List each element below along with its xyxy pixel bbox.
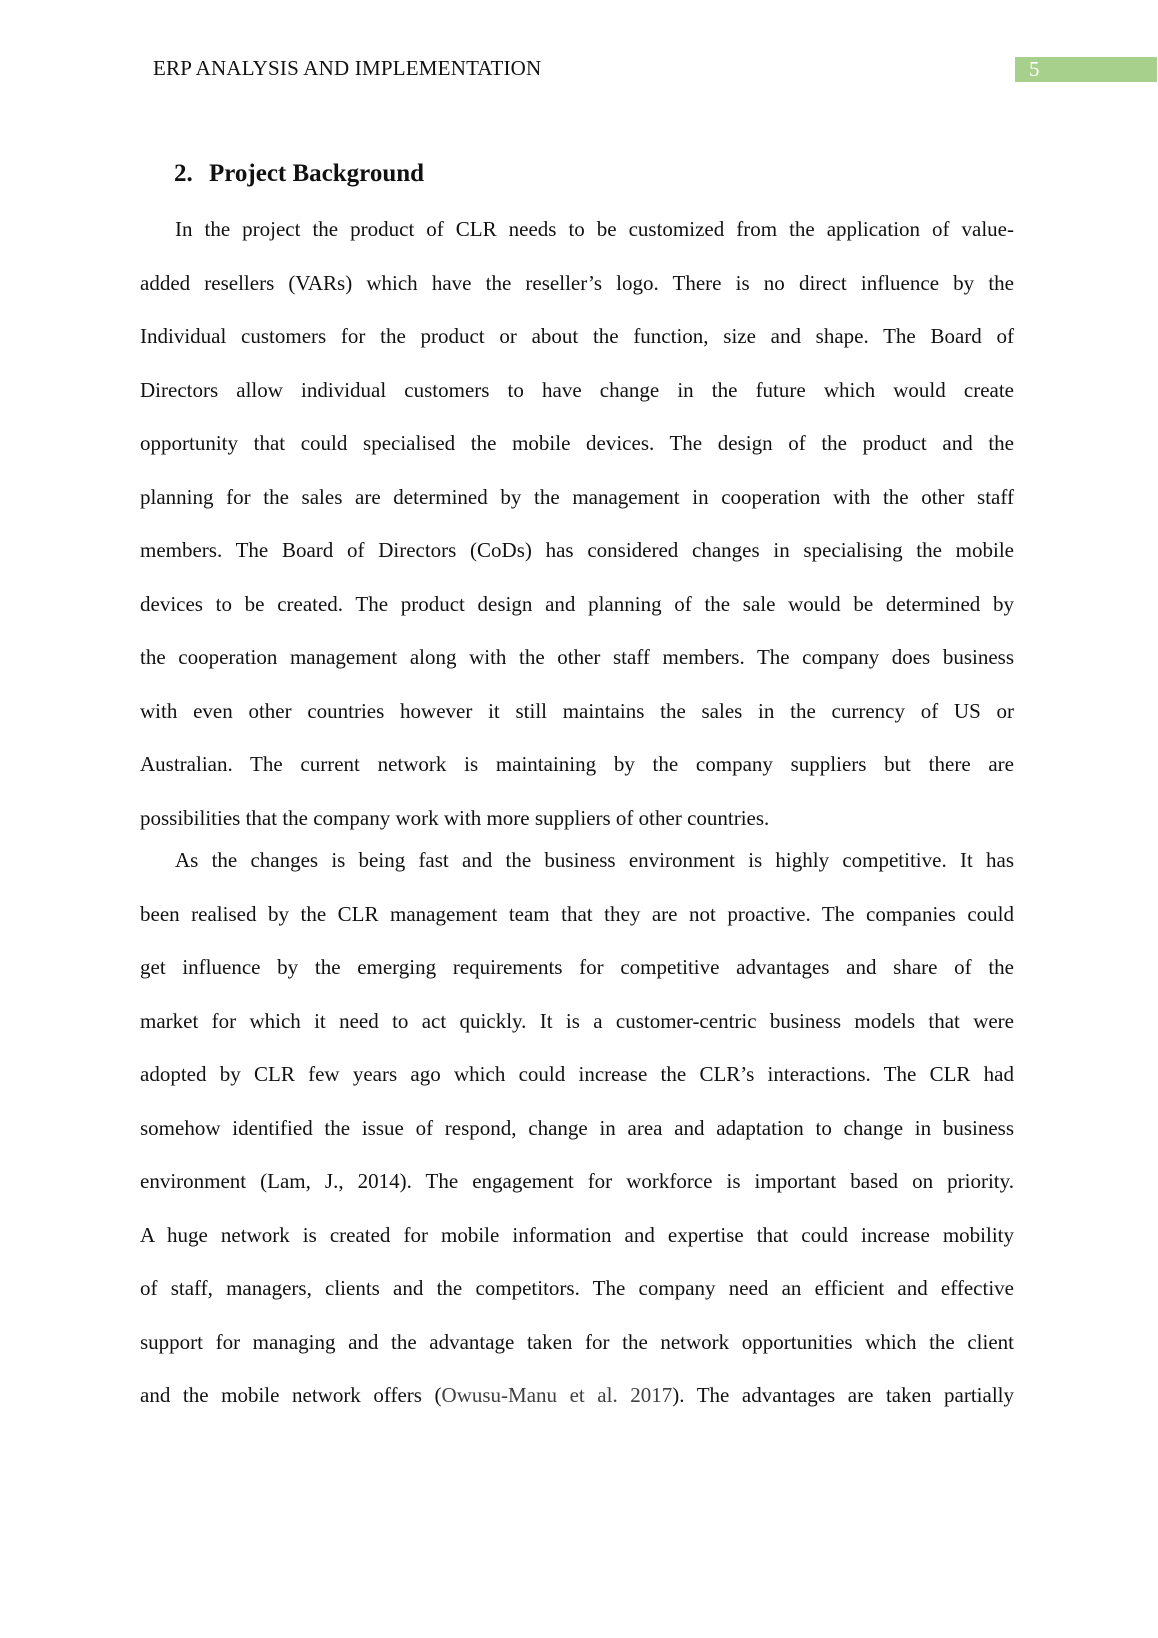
text-line: A huge network is created for mobile information and expertise that could increase mobility <box>140 1222 1014 1247</box>
text-line: possibilities that the company work with more suppliers of other countries. <box>140 805 770 830</box>
text-line: members. The Board of Directors (CoDs) has considered changes in specialising the mobile <box>140 538 1014 562</box>
text-line: somehow identified the issue of respond, change in area and adaptation to change in business <box>140 1115 1014 1140</box>
text-line: adopted by CLR few years ago which could increase the CLR’s interactions. The CLR had <box>140 1062 1014 1086</box>
text-segment: ). The advantages are taken partially <box>672 1383 1014 1407</box>
text-line: opportunity that could specialised the mobile devices. The design of the product and the <box>140 431 1014 455</box>
text-line: added resellers (VARs) which have the reseller’s logo. There is no direct influence by the <box>140 270 1014 295</box>
text-line: of staff, managers, clients and the competitors. The company need an efficient and effective <box>140 1276 1014 1300</box>
text-line: get influence by the emerging requirements for competitive advantages and share of the <box>140 955 1014 979</box>
text-line: with even other countries however it still maintains the sales in the currency of US or <box>140 698 1014 723</box>
text-line: Australian. The current network is maintaining by the company suppliers but there are <box>140 752 1014 776</box>
text-line: the cooperation management along with the other staff members. The company does business <box>140 645 1014 669</box>
text-line: Directors allow individual customers to have change in the future which would create <box>140 377 1014 402</box>
text-line: support for managing and the advantage taken for the network opportunities which the client <box>140 1329 1014 1354</box>
paragraph-1 <box>140 214 1014 856</box>
paragraph-2 <box>140 845 1014 1434</box>
text-line: market for which it need to act quickly. It is a customer-centric business models that were <box>140 1008 1014 1033</box>
running-header: ERP ANALYSIS AND IMPLEMENTATION <box>153 56 542 80</box>
page-number: 5 <box>1015 57 1157 82</box>
text-segment: and the mobile network offers ( <box>140 1383 442 1407</box>
citation: Owusu-Manu et al. 2017 <box>441 1383 673 1407</box>
text-line: been realised by the CLR management team that they are not proactive. The companies could <box>140 901 1014 926</box>
text-line: Individual customers for the product or about the function, size and shape. The Board of <box>140 324 1014 348</box>
section-heading <box>174 160 424 188</box>
text-line: devices to be created. The product design and planning of the sale would be determined by <box>140 591 1014 616</box>
text-line: planning for the sales are determined by the management in cooperation with the other staff <box>140 484 1014 509</box>
text-line: environment (Lam, J., 2014). The engagement for workforce is important based on priority. <box>140 1169 1014 1193</box>
section-number: 2. <box>174 160 193 187</box>
section-title: Project Background <box>209 160 425 187</box>
text-line: As the changes is being fast and the business environment is highly competitive. It has <box>175 848 1014 872</box>
text-line <box>140 1380 1014 1434</box>
text-line: In the project the product of CLR needs to be customized from the application of value- <box>175 217 1014 241</box>
